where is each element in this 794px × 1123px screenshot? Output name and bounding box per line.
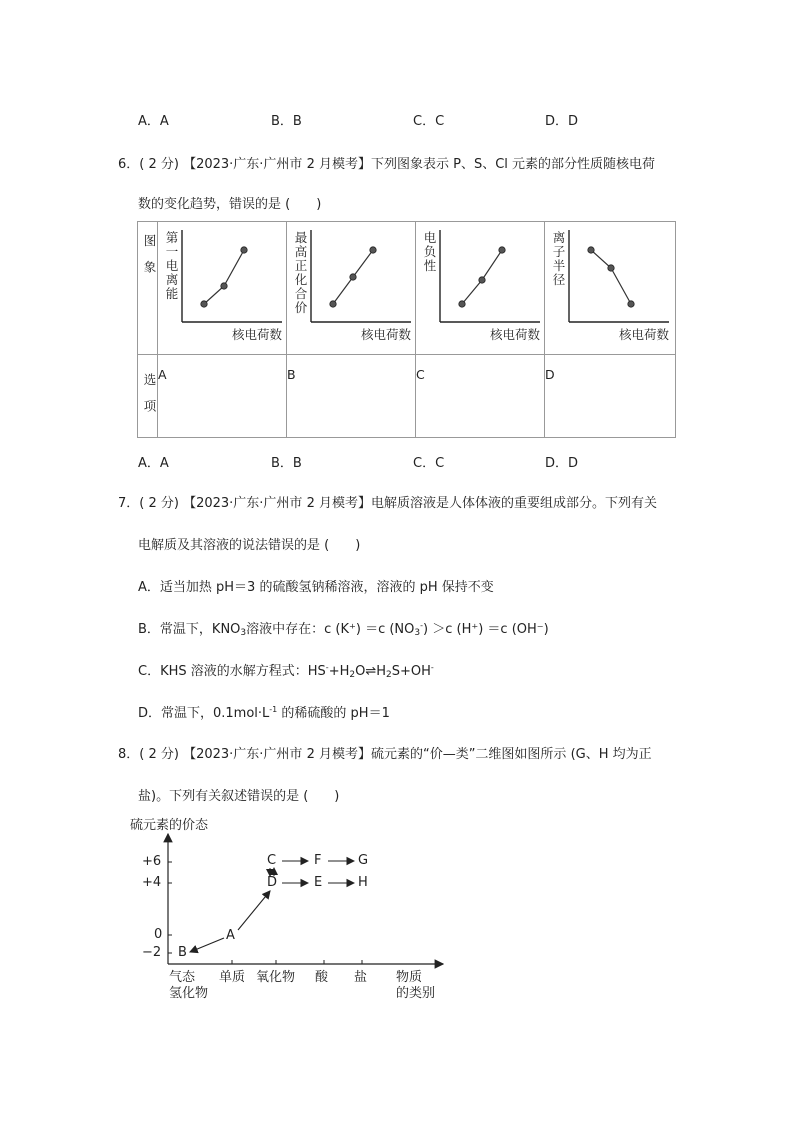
q6-options bbox=[138, 452, 658, 470]
ylabel-char: 性 bbox=[423, 258, 437, 273]
xtick-salt: 盐 bbox=[354, 970, 368, 985]
ylabel-char: 价 bbox=[294, 300, 308, 315]
option-cell-a bbox=[158, 355, 287, 438]
ylabel-char: 离 bbox=[552, 230, 566, 245]
q5-option-b[interactable]: B．B bbox=[271, 114, 302, 129]
q6-chart-table bbox=[137, 221, 676, 438]
ylabel-char: 正 bbox=[294, 258, 308, 273]
chart-cell-b bbox=[287, 222, 416, 355]
option-cell-b bbox=[287, 355, 416, 438]
ylabel-char: 一 bbox=[165, 244, 179, 259]
node-e: E bbox=[314, 875, 323, 890]
sulfur-valence-class-diagram bbox=[128, 812, 448, 1002]
data-point-2 bbox=[241, 247, 247, 253]
ytick-minus2: −2 bbox=[142, 945, 162, 960]
xlabel-line2: 的类别 bbox=[396, 986, 436, 1001]
ylabel-char: 径 bbox=[552, 272, 566, 287]
node-a: A bbox=[226, 928, 235, 943]
cell-option-d: D bbox=[545, 367, 555, 382]
data-point-1 bbox=[221, 283, 227, 289]
node-b: B bbox=[178, 945, 187, 960]
q5-options bbox=[138, 110, 658, 128]
q7-stem-line1: 7．( 2 分) 【2023·广东·广州市 2 月模考】电解质溶液是人体体液的重要组成部分。下列有关 bbox=[118, 496, 657, 511]
data-point-0 bbox=[330, 301, 336, 307]
data-point-0 bbox=[459, 301, 465, 307]
data-point-2 bbox=[628, 301, 634, 307]
ylabel-char: 第 bbox=[165, 230, 179, 245]
data-point-0 bbox=[588, 247, 594, 253]
chart-cell-a bbox=[158, 222, 287, 355]
option-cell-c bbox=[416, 355, 545, 438]
row-label-option: 选项 bbox=[138, 355, 158, 438]
xlabel: 核电荷数 bbox=[360, 327, 411, 342]
q6-option-c[interactable]: C．C bbox=[413, 456, 445, 471]
option-cell-d bbox=[545, 355, 676, 438]
ylabel-char: 最 bbox=[294, 230, 308, 245]
ylabel-char: 合 bbox=[294, 286, 308, 301]
node-c: C bbox=[267, 853, 277, 868]
node-f: F bbox=[314, 853, 322, 868]
series-line bbox=[204, 250, 244, 304]
ylabel-char: 高 bbox=[294, 244, 308, 259]
q5-option-d[interactable]: D．D bbox=[545, 114, 579, 129]
data-point-1 bbox=[479, 277, 485, 283]
q6-option-b[interactable]: B．B bbox=[271, 456, 302, 471]
q6-stem-line1: 6．( 2 分) 【2023·广东·广州市 2 月模考】下列图象表示 P、S、Cl 元素的部分性质随核电荷 bbox=[118, 157, 656, 172]
node-d: D bbox=[267, 875, 278, 890]
cell-option-a: A bbox=[158, 367, 167, 382]
ytick-plus4: +4 bbox=[142, 875, 162, 890]
ylabel-char: 化 bbox=[294, 272, 308, 287]
chart-a bbox=[158, 222, 286, 350]
chart-cell-c bbox=[416, 222, 545, 355]
xlabel: 核电荷数 bbox=[231, 327, 282, 342]
chart-cell-d bbox=[545, 222, 676, 355]
q6-stem-line2: 数的变化趋势，错误的是 ( ) bbox=[138, 197, 322, 212]
node-g: G bbox=[358, 853, 369, 868]
series-line bbox=[591, 250, 631, 304]
ylabel-char: 离 bbox=[165, 272, 179, 287]
arrow-a-d bbox=[238, 891, 270, 930]
q7-stem-line2: 电解质及其溶液的说法错误的是 ( ) bbox=[138, 538, 361, 553]
q6-option-d[interactable]: D．D bbox=[545, 456, 579, 471]
data-point-0 bbox=[201, 301, 207, 307]
q6-option-a[interactable]: A．A bbox=[138, 456, 169, 471]
diagram-ylabel: 硫元素的价态 bbox=[130, 818, 209, 833]
q5-option-c[interactable]: C．C bbox=[413, 114, 445, 129]
xlabel: 核电荷数 bbox=[489, 327, 540, 342]
xtick-gas-line1: 气态 bbox=[169, 970, 196, 985]
chart-d bbox=[545, 222, 675, 350]
ylabel-char: 负 bbox=[423, 244, 437, 259]
chart-c bbox=[416, 222, 544, 350]
data-point-2 bbox=[499, 247, 505, 253]
q5-option-a[interactable]: A．A bbox=[138, 114, 169, 129]
xlabel: 核电荷数 bbox=[618, 327, 669, 342]
q7-option-b[interactable]: B．常温下，$KNO_3$溶液中存在：c (K⁺) ＝c $(NO_3^-) >c$ (H⁺) ＝c (OH⁻) bbox=[138, 621, 549, 638]
arrow-a-b bbox=[190, 938, 224, 952]
ytick-plus6: +6 bbox=[142, 854, 162, 869]
ytick-0: 0 bbox=[154, 927, 163, 942]
xtick-element: 单质 bbox=[219, 970, 246, 985]
ylabel-char: 电 bbox=[423, 230, 437, 245]
cell-option-b: B bbox=[287, 367, 296, 382]
xlabel-line1: 物质 bbox=[396, 970, 423, 985]
chart-b bbox=[287, 222, 415, 350]
row-label-image: 图象 bbox=[138, 222, 158, 355]
data-point-1 bbox=[350, 274, 356, 280]
data-point-1 bbox=[608, 265, 614, 271]
q7-option-a[interactable]: A．适当加热 pH＝3 的硫酸氢钠稀溶液，溶液的 pH 保持不变 bbox=[138, 580, 494, 595]
xtick-gas-line2: 氢化物 bbox=[169, 986, 209, 1001]
q7-option-c[interactable]: C．KHS 溶液的水解方程式：$HS^-+H_2O\rightleftharpoons H_2S+OH^-$ bbox=[138, 663, 434, 680]
ylabel-char: 子 bbox=[552, 244, 566, 259]
ylabel-char: 半 bbox=[552, 258, 566, 273]
node-h: H bbox=[358, 875, 368, 890]
q7-option-d[interactable]: D．常温下，$0.1mol\cdot L^{-1}$ 的稀硫酸的 pH＝1 bbox=[138, 705, 390, 721]
xtick-acid: 酸 bbox=[315, 970, 329, 985]
data-point-2 bbox=[370, 247, 376, 253]
q8-stem-line1: 8．( 2 分) 【2023·广东·广州市 2 月模考】硫元素的“价—类”二维图如图所示 (G、H 均为正 bbox=[118, 747, 652, 762]
ylabel-char: 能 bbox=[165, 286, 179, 301]
xtick-oxide: 氧化物 bbox=[256, 970, 296, 985]
q8-stem-line2: 盐)。下列有关叙述错误的是 ( ) bbox=[138, 789, 340, 804]
ylabel-char: 电 bbox=[165, 258, 179, 273]
cell-option-c: C bbox=[416, 367, 425, 382]
